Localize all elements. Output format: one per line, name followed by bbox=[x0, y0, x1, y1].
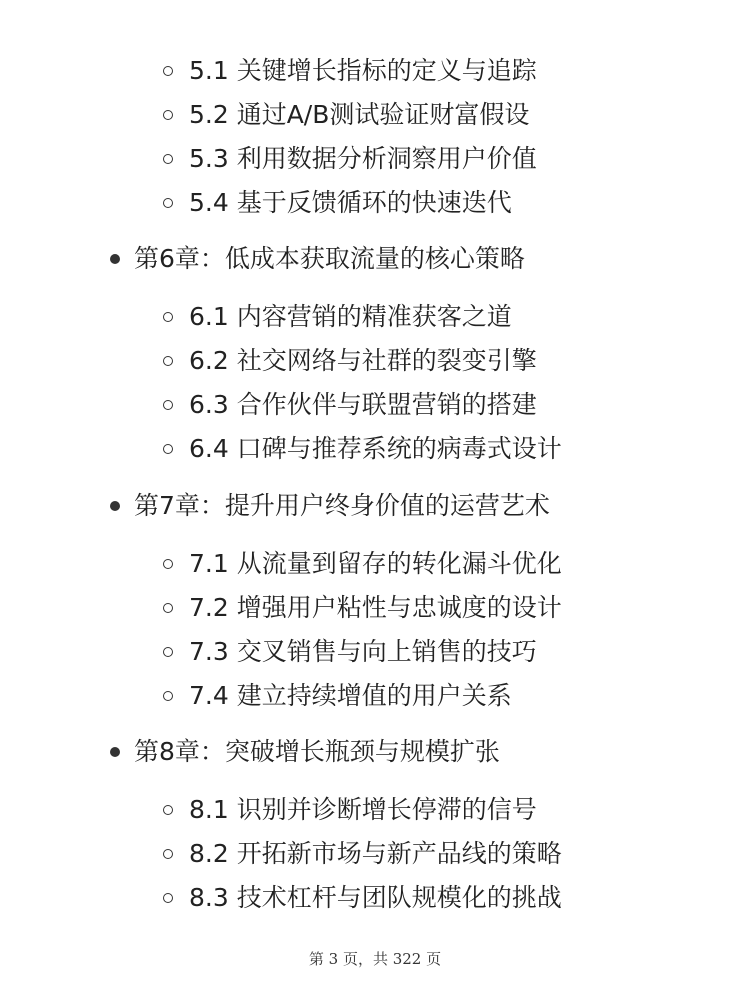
chapter-8-block bbox=[0, 730, 750, 920]
hollow-bullet-icon bbox=[163, 559, 173, 569]
chapter-title: 第7章：提升用户终身价值的运营艺术 bbox=[134, 491, 550, 520]
hollow-bullet-icon bbox=[163, 893, 173, 903]
chapter-heading bbox=[0, 484, 750, 528]
list-item bbox=[0, 586, 750, 630]
sub-item-label: 8.1 识别并诊断增长停滞的信号 bbox=[189, 795, 537, 824]
chapter-7-sub-list bbox=[0, 542, 750, 718]
hollow-bullet-icon bbox=[163, 805, 173, 815]
hollow-bullet-icon bbox=[163, 356, 173, 366]
hollow-bullet-icon bbox=[163, 198, 173, 208]
list-item bbox=[0, 832, 750, 876]
solid-bullet-icon bbox=[110, 747, 120, 757]
list-item bbox=[0, 295, 750, 339]
hollow-bullet-icon bbox=[163, 66, 173, 76]
solid-bullet-icon bbox=[110, 501, 120, 511]
sub-item-label: 8.3 技术杠杆与团队规模化的挑战 bbox=[189, 883, 562, 912]
list-item bbox=[0, 137, 750, 181]
list-item bbox=[0, 49, 750, 93]
sub-item-label: 7.3 交叉销售与向上销售的技巧 bbox=[189, 637, 537, 666]
sub-item-label: 8.2 开拓新市场与新产品线的策略 bbox=[189, 839, 562, 868]
sub-item-label: 5.1 关键增长指标的定义与追踪 bbox=[189, 56, 537, 85]
chapter-title: 第6章：低成本获取流量的核心策略 bbox=[134, 244, 525, 273]
list-item bbox=[0, 93, 750, 137]
list-item bbox=[0, 339, 750, 383]
sub-item-label: 5.3 利用数据分析洞察用户价值 bbox=[189, 144, 537, 173]
page-number: 第 3 页，共 322 页 bbox=[308, 950, 442, 968]
list-item bbox=[0, 181, 750, 225]
hollow-bullet-icon bbox=[163, 691, 173, 701]
chapter-heading bbox=[0, 730, 750, 774]
sub-item-label: 5.2 通过A/B测试验证财富假设 bbox=[189, 100, 530, 129]
hollow-bullet-icon bbox=[163, 849, 173, 859]
hollow-bullet-icon bbox=[163, 154, 173, 164]
chapter-6-sub-list bbox=[0, 295, 750, 471]
hollow-bullet-icon bbox=[163, 603, 173, 613]
chapter-5-sub-list bbox=[0, 49, 750, 225]
page-footer bbox=[0, 948, 750, 969]
chapter-title: 第8章：突破增长瓶颈与规模扩张 bbox=[134, 737, 500, 766]
sub-item-label: 5.4 基于反馈循环的快速迭代 bbox=[189, 188, 512, 217]
sub-item-label: 6.3 合作伙伴与联盟营销的搭建 bbox=[189, 390, 537, 419]
sub-item-label: 6.1 内容营销的精准获客之道 bbox=[189, 302, 512, 331]
sub-item-label: 6.2 社交网络与社群的裂变引擎 bbox=[189, 346, 537, 375]
chapter-7-block bbox=[0, 484, 750, 718]
list-item bbox=[0, 630, 750, 674]
hollow-bullet-icon bbox=[163, 444, 173, 454]
sub-item-label: 7.2 增强用户粘性与忠诚度的设计 bbox=[189, 593, 562, 622]
hollow-bullet-icon bbox=[163, 647, 173, 657]
list-item bbox=[0, 427, 750, 471]
hollow-bullet-icon bbox=[163, 110, 173, 120]
list-item bbox=[0, 542, 750, 586]
list-item bbox=[0, 383, 750, 427]
list-item bbox=[0, 876, 750, 920]
solid-bullet-icon bbox=[110, 254, 120, 264]
hollow-bullet-icon bbox=[163, 312, 173, 322]
sub-item-label: 7.1 从流量到留存的转化漏斗优化 bbox=[189, 549, 562, 578]
sub-item-label: 6.4 口碑与推荐系统的病毒式设计 bbox=[189, 434, 562, 463]
list-item bbox=[0, 788, 750, 832]
sub-item-label: 7.4 建立持续增值的用户关系 bbox=[189, 681, 512, 710]
chapter-heading bbox=[0, 237, 750, 281]
chapter-8-sub-list bbox=[0, 788, 750, 920]
chapter-6-block bbox=[0, 237, 750, 471]
list-item bbox=[0, 674, 750, 718]
hollow-bullet-icon bbox=[163, 400, 173, 410]
